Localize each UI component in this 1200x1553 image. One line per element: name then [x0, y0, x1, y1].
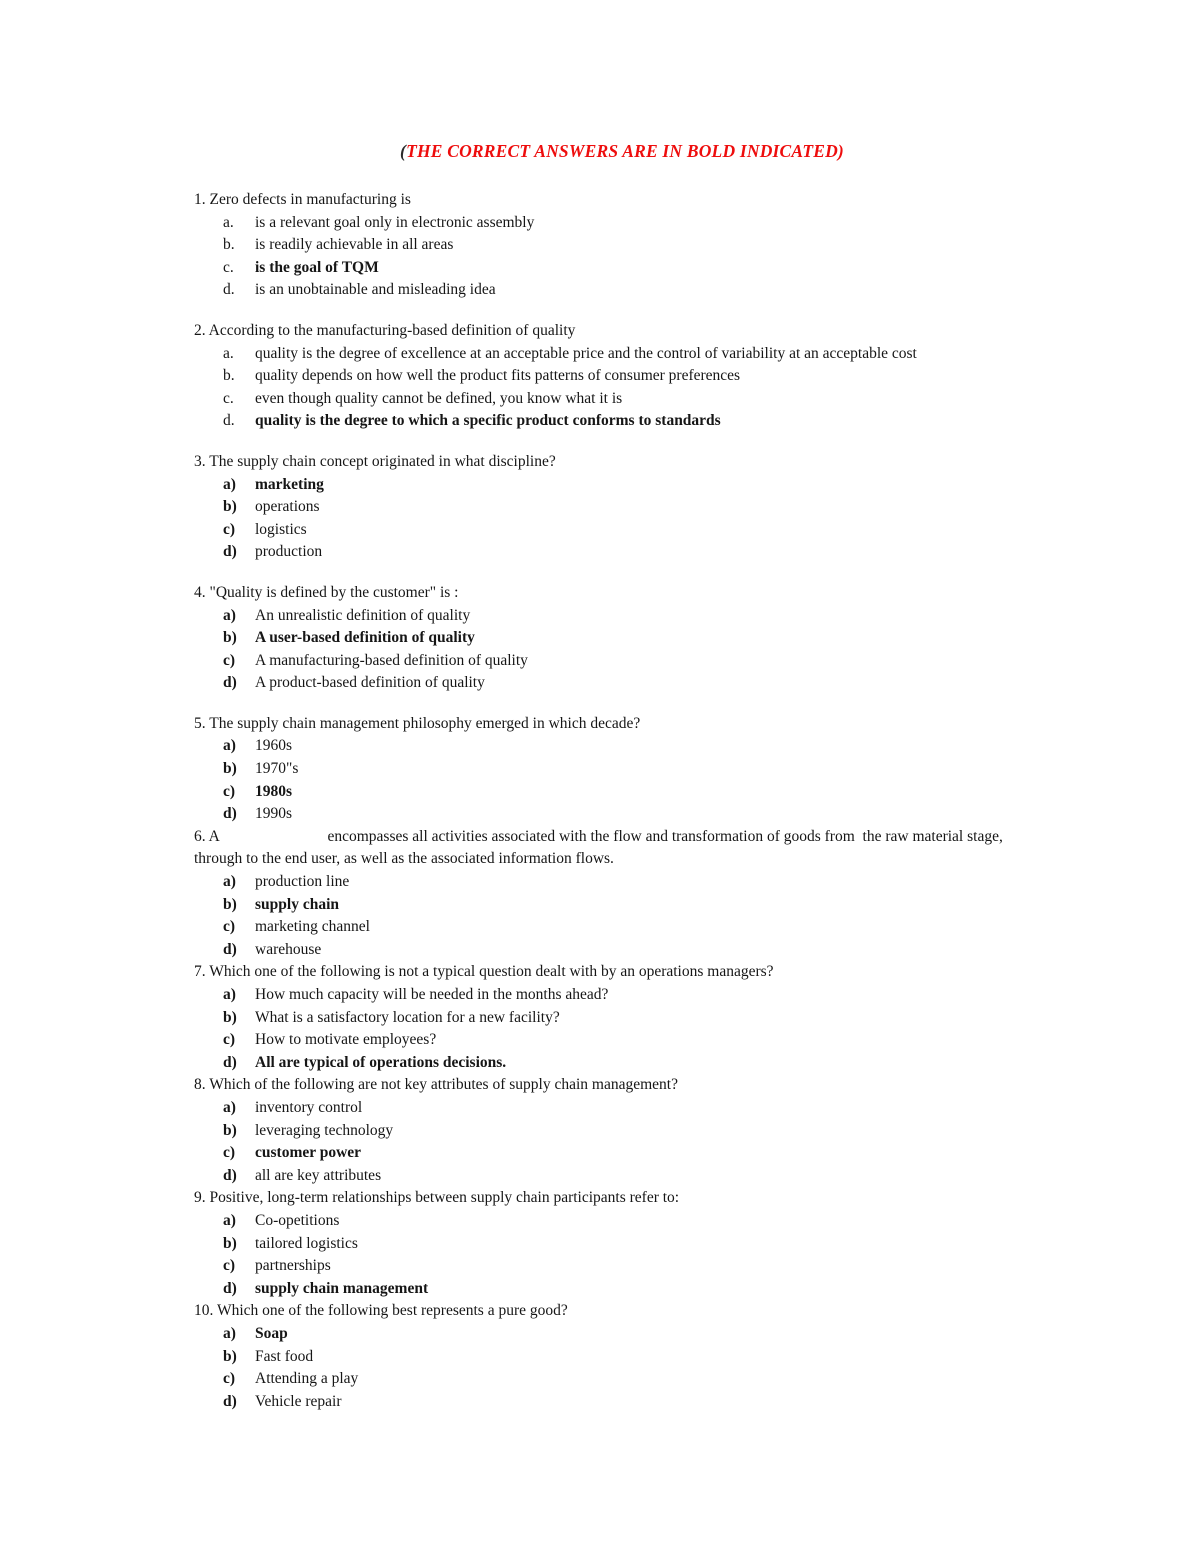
option: [194, 1368, 1050, 1391]
options-list: [194, 984, 1050, 1074]
option-text: 1960s: [255, 737, 293, 755]
option: [194, 1052, 1050, 1075]
question: [194, 1300, 1050, 1413]
option-text: supply chain management: [255, 1279, 429, 1297]
option-label: c): [223, 1257, 236, 1275]
question: [194, 713, 1050, 826]
question: [194, 320, 1050, 433]
option-label: c): [223, 520, 236, 538]
title-paren: (: [400, 141, 407, 161]
option-label: d): [223, 674, 237, 692]
option: [194, 894, 1050, 917]
question-text: 6. A encompasses all activities associated with the flow and transformation of goods from the raw material stage, through to the end user, as well as the associated information flows.: [194, 827, 1007, 868]
question: [194, 451, 1050, 564]
option: [194, 1142, 1050, 1165]
option-label: d.: [223, 412, 235, 430]
option-text: quality depends on how well the product fits patterns of consumer preferences: [255, 367, 741, 385]
option-label: b.: [223, 367, 235, 385]
option-text: leveraging technology: [255, 1121, 394, 1139]
option-label: c.: [223, 258, 234, 276]
option: [194, 939, 1050, 962]
option-text: 1980s: [255, 782, 293, 800]
option: [194, 672, 1050, 695]
option-text: Attending a play: [255, 1370, 359, 1388]
option-label: c): [223, 1144, 236, 1162]
option: [194, 650, 1050, 673]
option: [194, 234, 1050, 257]
options-list: [194, 871, 1050, 961]
option-text: An unrealistic definition of quality: [255, 606, 471, 624]
option: [194, 781, 1050, 804]
option-label: a): [223, 475, 236, 493]
options-list: [194, 1210, 1050, 1300]
option-text: Fast food: [255, 1347, 314, 1365]
question-text: 10. Which one of the following best represents a pure good?: [194, 1302, 568, 1320]
option-label: c): [223, 918, 236, 936]
option-label: d): [223, 805, 237, 823]
question: [194, 1074, 1050, 1187]
option-label: a): [223, 737, 236, 755]
options-list: [194, 1097, 1050, 1187]
option-label: d): [223, 1279, 237, 1297]
option: [194, 365, 1050, 388]
option: [194, 1346, 1050, 1369]
option: [194, 1007, 1050, 1030]
title-text: THE CORRECT ANSWERS ARE IN BOLD INDICATED): [406, 141, 844, 161]
option-text: How much capacity will be needed in the months ahead?: [255, 986, 609, 1003]
option: [194, 519, 1050, 542]
option-text: Vehicle repair: [255, 1392, 342, 1410]
option-label: d.: [223, 281, 235, 299]
option-text: production: [255, 543, 323, 561]
option-text: quality is the degree to which a specific product conforms to standards: [255, 412, 721, 430]
option-label: b): [223, 1121, 237, 1139]
option: [194, 1029, 1050, 1052]
option-label: a): [223, 1211, 236, 1229]
question: [194, 961, 1050, 1074]
option-text: all are key attributes: [255, 1166, 382, 1184]
option: [194, 279, 1050, 302]
option-text: even though quality cannot be defined, you know what it is: [255, 389, 623, 407]
option-text: production line: [255, 873, 350, 891]
option-label: b): [223, 629, 237, 647]
options-list: [194, 605, 1050, 695]
option-label: b): [223, 1234, 237, 1252]
option-label: a.: [223, 213, 234, 231]
option-label: d): [223, 940, 237, 958]
option-text: Co-opetitions: [255, 1211, 340, 1229]
option-text: Soap: [255, 1324, 288, 1342]
option-text: A user-based definition of quality: [255, 629, 475, 647]
question: [194, 189, 1050, 302]
question-text: 9. Positive, long-term relationships between supply chain participants refer to:: [194, 1189, 680, 1207]
option-text: inventory control: [255, 1098, 363, 1116]
option: [194, 541, 1050, 564]
option-text: marketing channel: [255, 918, 370, 936]
option: [194, 1165, 1050, 1188]
question-text: 5. The supply chain management philosophy emerged in which decade?: [194, 714, 641, 732]
option-label: d): [223, 1392, 237, 1410]
page-title: [194, 141, 1050, 162]
questions-list: [194, 189, 1050, 1413]
option: [194, 735, 1050, 758]
option-text: supply chain: [255, 895, 340, 913]
question-text: 2. According to the manufacturing-based definition of quality: [194, 321, 576, 339]
option-text: tailored logistics: [255, 1234, 358, 1252]
option-label: b): [223, 1347, 237, 1365]
option: [194, 388, 1050, 411]
option: [194, 1120, 1050, 1143]
option-text: A product-based definition of quality: [255, 674, 485, 692]
option-label: b): [223, 1008, 237, 1026]
option: [194, 1255, 1050, 1278]
options-list: [194, 735, 1050, 825]
option-text: is a relevant goal only in electronic assembly: [255, 213, 535, 231]
option: [194, 1278, 1050, 1301]
option: [194, 916, 1050, 939]
option: [194, 257, 1050, 280]
option: [194, 605, 1050, 628]
options-list: [194, 1323, 1050, 1413]
option: [194, 1233, 1050, 1256]
option-label: a): [223, 873, 236, 891]
option-label: a): [223, 1098, 236, 1116]
option-label: b): [223, 895, 237, 913]
option-label: c): [223, 782, 236, 800]
option-label: b): [223, 760, 237, 778]
option-text: 1990s: [255, 805, 293, 823]
option-label: a): [223, 606, 236, 624]
option-text: marketing: [255, 475, 324, 493]
option-label: c): [223, 1031, 236, 1049]
option: [194, 410, 1050, 433]
option-text: What is a satisfactory location for a new facility?: [255, 1008, 560, 1026]
option: [194, 343, 1050, 366]
option-label: b): [223, 498, 237, 516]
option-text: partnerships: [255, 1257, 331, 1275]
option-label: d): [223, 1053, 237, 1071]
option-text: warehouse: [255, 940, 322, 958]
option: [194, 1391, 1050, 1414]
option-label: a.: [223, 344, 234, 362]
question: [194, 582, 1050, 695]
option-text: quality is the degree of excellence at an acceptable price and the control of variability at an acceptable cost: [255, 344, 917, 362]
question-text: 8. Which of the following are not key attributes of supply chain management?: [194, 1076, 678, 1094]
question-text: 3. The supply chain concept originated in what discipline?: [194, 452, 556, 470]
options-list: [194, 343, 1050, 433]
option-label: b.: [223, 236, 235, 254]
question-text: 1. Zero defects in manufacturing is: [194, 191, 411, 208]
options-list: [194, 474, 1050, 564]
option: [194, 1210, 1050, 1233]
option-label: c.: [223, 389, 234, 407]
question: [194, 826, 1050, 962]
option: [194, 758, 1050, 781]
question-text: 4. "Quality is defined by the customer" is :: [194, 583, 459, 601]
option-text: All are typical of operations decisions.: [255, 1053, 507, 1071]
option-text: logistics: [255, 520, 307, 538]
option-label: c): [223, 651, 236, 669]
option-text: operations: [255, 498, 320, 516]
option-label: a): [223, 1324, 236, 1342]
option-label: d): [223, 1166, 237, 1184]
question: [194, 1187, 1050, 1300]
option: [194, 871, 1050, 894]
option-text: How to motivate employees?: [255, 1031, 437, 1049]
option-text: is readily achievable in all areas: [255, 236, 454, 254]
option-text: 1970"s: [255, 760, 299, 778]
option: [194, 803, 1050, 826]
options-list: [194, 212, 1050, 302]
option-label: c): [223, 1370, 236, 1388]
option-text: A manufacturing-based definition of quality: [255, 651, 528, 669]
question-text: 7. Which one of the following is not a typical question dealt with by an operations managers?: [194, 963, 774, 981]
option: [194, 627, 1050, 650]
option-text: customer power: [255, 1144, 362, 1162]
option: [194, 212, 1050, 235]
option: [194, 496, 1050, 519]
option: [194, 984, 1050, 1007]
option-text: is the goal of TQM: [255, 258, 379, 276]
option-label: d): [223, 543, 237, 561]
option-text: is an unobtainable and misleading idea: [255, 281, 496, 299]
option-label: a): [223, 986, 236, 1003]
option: [194, 1323, 1050, 1346]
option: [194, 1097, 1050, 1120]
option: [194, 474, 1050, 497]
